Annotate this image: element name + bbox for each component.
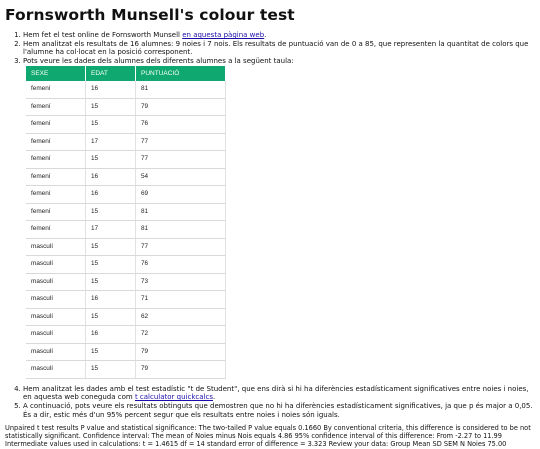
steps-list (5, 31, 535, 379)
step-5: 5. A continuació, pots veure els resultats obtinguts que demostren que no hi ha diferències estadísticament significatives, ja que p és major a 0,05. És a dir, estic més d'un 95% percent segur que els resultats entre noies i noies són iguals. (23, 402, 535, 419)
cell-puntuacio: 77 (136, 133, 226, 151)
webpage-link[interactable]: en aquesta pàgina web (182, 31, 265, 39)
cell-sexe: femení (26, 168, 86, 186)
cell-sexe: femení (26, 116, 86, 134)
cell-sexe: masculí (26, 291, 86, 309)
cell-edat: 15 (86, 151, 136, 169)
table-row (26, 151, 226, 169)
table-row (26, 98, 226, 116)
cell-sexe: masculí (26, 238, 86, 256)
cell-edat: 16 (86, 168, 136, 186)
step-3-text: Pots veure les dades dels alumnes dels diferents alumnes a la següent taula: (23, 56, 294, 65)
page-content (5, 6, 535, 449)
cell-sexe: femení (26, 133, 86, 151)
cell-sexe: masculí (26, 273, 86, 291)
cell-puntuacio: 76 (136, 116, 226, 134)
cell-puntuacio: 81 (136, 203, 226, 221)
header-edat: EDAT (86, 66, 136, 81)
cell-edat: 17 (86, 133, 136, 151)
step-1 (23, 31, 535, 40)
table-row (26, 116, 226, 134)
cell-edat: 16 (86, 81, 136, 98)
steps-list-2 (5, 385, 535, 419)
cell-sexe: femení (26, 151, 86, 169)
cell-edat: 15 (86, 256, 136, 274)
table-row (26, 291, 226, 309)
cell-sexe: masculí (26, 256, 86, 274)
cell-sexe: femení (26, 186, 86, 204)
step-4-after: . (212, 393, 216, 402)
step-1-after: . (264, 31, 267, 39)
cell-edat: 15 (86, 116, 136, 134)
step-2: 2. Hem analitzat els resultats de 16 alumnes: 9 noies i 7 nois. Els resultats de puntuació van de 0 a 85, que representen la quantitat de colors que l'alumne ha col·locat en la posició corresponent. (23, 40, 535, 57)
cell-puntuacio: 62 (136, 308, 226, 326)
cell-sexe: femení (26, 203, 86, 221)
cell-sexe: masculí (26, 361, 86, 379)
cell-edat: 15 (86, 308, 136, 326)
cell-edat: 16 (86, 186, 136, 204)
header-puntuacio: PUNTUACIÓ (136, 66, 226, 81)
cell-puntuacio: 77 (136, 151, 226, 169)
cell-edat: 16 (86, 291, 136, 309)
cell-sexe: masculí (26, 326, 86, 344)
cell-puntuacio: 76 (136, 256, 226, 274)
step-1-text: Hem fet el test online de Fornsworth Munsell (23, 31, 183, 39)
cell-puntuacio: 77 (136, 238, 226, 256)
cell-puntuacio: 81 (136, 221, 226, 239)
results-table (26, 66, 226, 379)
table-row (26, 168, 226, 186)
table-row (26, 221, 226, 239)
cell-edat: 15 (86, 203, 136, 221)
cell-edat: 17 (86, 221, 136, 239)
cell-edat: 15 (86, 273, 136, 291)
table-row (26, 326, 226, 344)
cell-puntuacio: 79 (136, 361, 226, 379)
cell-edat: 15 (86, 98, 136, 116)
table-row (26, 81, 226, 98)
cell-puntuacio: 79 (136, 98, 226, 116)
table-row (26, 186, 226, 204)
cell-sexe: masculí (26, 308, 86, 326)
table-header-row (26, 66, 226, 81)
header-sexe: SEXE (26, 66, 86, 81)
page-title: Fornsworth Munsell's colour test (5, 6, 295, 24)
table-row (26, 256, 226, 274)
t-calculator-link[interactable]: t calculator quickcalcs (134, 393, 213, 402)
cell-puntuacio: 71 (136, 291, 226, 309)
cell-edat: 15 (86, 343, 136, 361)
table-row (26, 361, 226, 379)
cell-sexe: femení (26, 221, 86, 239)
cell-edat: 15 (86, 361, 136, 379)
table-row (26, 343, 226, 361)
cell-puntuacio: 69 (136, 186, 226, 204)
step-4 (23, 385, 535, 402)
cell-puntuacio: 79 (136, 343, 226, 361)
t-test-results: Unpaired t test results P value and statistical significance: The two-tailed P value equals 0.1660 By conventional criteria, this difference is considered to be not statistically significant. Confidence interval: The mean of Noies minus Nois equals 4.86 95% confidence interval of this difference: From -2.27 to 11.99 Intermediate values used in calculations: t = 1.4615 df = 14 standard error of difference = 3.323 Review your data: Group Mean SD SEM N Noies 75.00 (5, 424, 531, 448)
cell-puntuacio: 73 (136, 273, 226, 291)
table-row (26, 273, 226, 291)
table-row (26, 133, 226, 151)
step-3 (23, 57, 535, 379)
table-row (26, 308, 226, 326)
table-row (26, 203, 226, 221)
cell-puntuacio: 81 (136, 81, 226, 98)
cell-edat: 15 (86, 238, 136, 256)
table-body (26, 81, 226, 378)
cell-sexe: femení (26, 81, 86, 98)
cell-puntuacio: 54 (136, 168, 226, 186)
table-row (26, 238, 226, 256)
cell-sexe: femení (26, 98, 86, 116)
cell-puntuacio: 72 (136, 326, 226, 344)
cell-edat: 16 (86, 326, 136, 344)
cell-sexe: masculí (26, 343, 86, 361)
step-4-text: Hem analitzat les dades amb el test estadístic "t de Student", que ens dirà si hi ha diferències estadísticament significatives entre noies i noies, en aquesta web coneguda com (23, 384, 529, 402)
